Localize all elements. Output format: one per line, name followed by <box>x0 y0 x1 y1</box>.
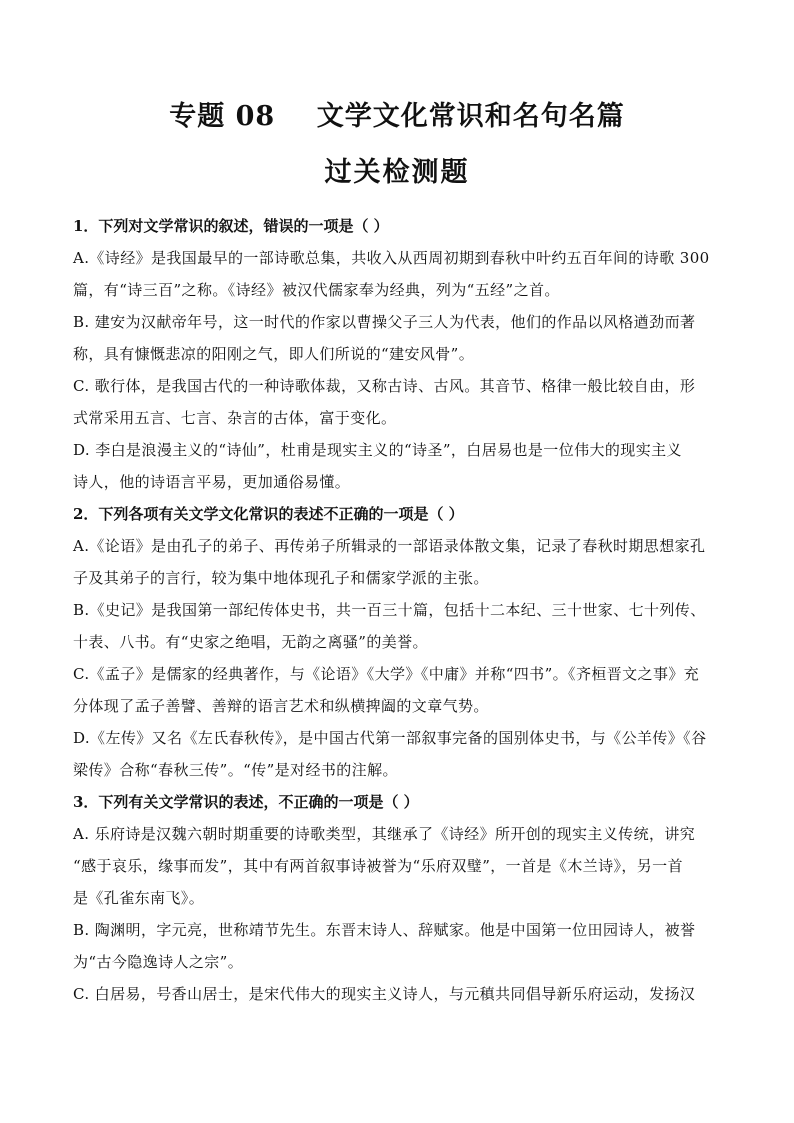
text-line: “感于哀乐，缘事而发”，其中有两首叙事诗被誉为“乐府双璧”，一首是《木兰诗》，另一首 <box>73 857 683 875</box>
text-line: B. 建安为汉献帝年号，这一时代的作家以曹操父子三人为代表，他们的作品以风格遒劲而著 <box>73 313 696 331</box>
text-line: B.《史记》是我国第一部纪传体史书，共一百三十篇，包括十二本纪、三十世家、七十列传、 <box>73 601 706 619</box>
text-line: 称，具有慷慨悲凉的阳刚之气，即人们所说的“建安风骨”。 <box>73 345 475 363</box>
text-line: D. 李白是浪漫主义的“诗仙”，杜甫是现实主义的“诗圣”，白居易也是一位伟大的现实主义 <box>73 441 682 459</box>
text-line: 子及其弟子的言行，较为集中地体现孔子和儒家学派的主张。 <box>73 569 489 587</box>
text-line: B. 陶渊明，字元亮，世称靖节先生。东晋末诗人、辞赋家。他是中国第一位田园诗人，被誉 <box>73 921 696 939</box>
question-list <box>73 210 723 1010</box>
text-line: 十表、八书。有“史家之绝唱，无韵之离骚”的美誉。 <box>73 633 428 651</box>
text-line: 梁传》合称“春秋三传”。“传”是对经书的注解。 <box>73 761 398 779</box>
text-line: C. 歌行体，是我国古代的一种诗歌体裁，又称古诗、古风。其音节、格律一般比较自由，形 <box>73 377 696 395</box>
question-stem: 3．下列有关文学常识的表述，不正确的一项是（ ） <box>73 793 419 811</box>
question-stem: 2．下列各项有关文学文化常识的表述不正确的一项是（ ） <box>73 505 464 523</box>
text-line: 诗人，他的诗语言平易，更加通俗易懂。 <box>73 473 351 491</box>
text-line: 分体现了孟子善譬、善辩的语言艺术和纵横捭阖的文章气势。 <box>73 697 489 715</box>
text-line: A. 乐府诗是汉魏六朝时期重要的诗歌类型，其继承了《诗经》所开创的现实主义传统，讲究 <box>73 825 696 843</box>
text-line: A.《论语》是由孔子的弟子、再传弟子所辑录的一部语录体散文集，记录了春秋时期思想家孔 <box>73 537 706 555</box>
question-stem: 1．下列对文学常识的叙述，错误的一项是（ ） <box>73 217 389 235</box>
text-line: C. 白居易，号香山居士，是宋代伟大的现实主义诗人，与元稹共同倡导新乐府运动，发扬汉 <box>73 985 696 1003</box>
question-2 <box>73 498 723 786</box>
document-subtitle: 过关检测题 <box>324 157 470 188</box>
text-line: 篇，有“诗三百”之称。《诗经》被汉代儒家奉为经典，列为“五经”之首。 <box>73 281 560 299</box>
question-1 <box>73 210 723 498</box>
text-line: D.《左传》又名《左氏春秋传》，是中国古代第一部叙事完备的国别体史书，与《公羊传》《谷 <box>73 729 707 747</box>
text-line: 是《孔雀东南飞》。 <box>73 889 205 907</box>
text-line: C.《孟子》是儒家的经典著作，与《论语》《大学》《中庸》并称“四书”。《齐桓晋文之事》充 <box>73 665 700 683</box>
text-line: A.《诗经》是我国最早的一部诗歌总集，共收入从西周初期到春秋中叶约五百年间的诗歌 300 <box>73 249 710 267</box>
document-title: 专题 08 文学文化常识和名句名篇 <box>169 101 625 132</box>
text-line: 式常采用五言、七言、杂言的古体，富于变化。 <box>73 409 397 427</box>
text-line: 为“古今隐逸诗人之宗”。 <box>73 953 244 971</box>
question-3 <box>73 786 723 1010</box>
